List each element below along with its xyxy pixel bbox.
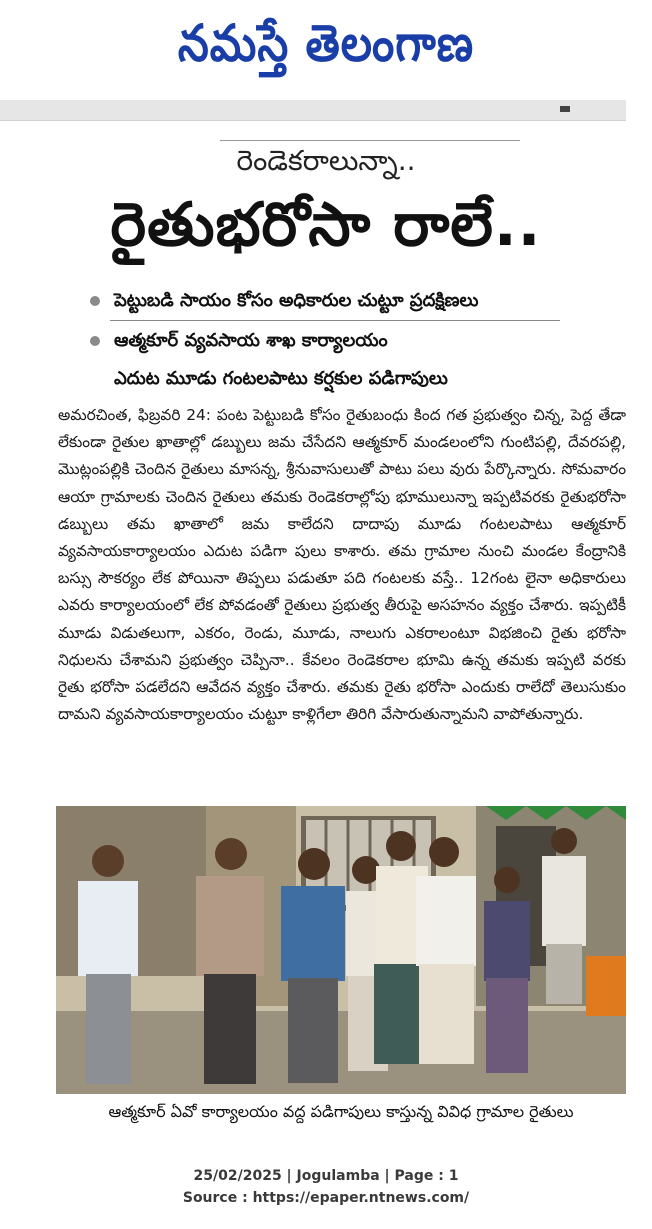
photo-caption: ఆత్మకూర్ ఏవో కార్యాలయం వద్ద పడిగాపులు కాస్తున్న వివిధ గ్రామాల రైతులు	[108, 1102, 574, 1121]
footer-source: Source : https://epaper.ntnews.com/	[182, 1190, 470, 1206]
newspaper-logo: నమస్తే తెలంగాణ	[177, 14, 475, 73]
article-photo	[56, 806, 626, 1094]
subhead-divider	[110, 320, 560, 321]
masthead	[0, 0, 652, 100]
subhead-1-text: పెట్టుబడి సాయం కోసం అధికారుల చుట్టూ ప్రదక్షిణలు	[114, 290, 479, 311]
masthead-strip	[0, 100, 626, 121]
kicker-rule	[220, 140, 520, 141]
subhead-1	[90, 290, 479, 315]
subhead-2-text: ఆత్మకూర్ వ్యవసాయ శాఖ కార్యాలయం	[114, 330, 388, 351]
bullet-icon	[90, 296, 100, 306]
strip-mark	[560, 106, 570, 112]
farmers-photo	[56, 806, 626, 1094]
subhead-2	[90, 330, 388, 355]
article-body: అమరచింత, ఫిబ్రవరి 24: పంట పెట్టుబడి కోసం రైతుబంధు కింద గత ప్రభుత్వం చిన్న, పెద్ద తేడా లేకుండా రైతుల ఖాతాల్లో డబ్బులు జమ చేసేదని ఆత్మకూర్ మండలంలోని గుంటిపల్లి, దేవరపల్లి, మొట్లంపల్లికి చెందిన రైతులు మాసన్న, శ్రీనువాసులుతో పాటు పలు వురు పేర్కొన్నారు. సోమవారం ఆయా గ్రామాలకు చెందిన రైతులు తమకు రెండెకరాల్లోపు భూములున్నా ఇప్పటివరకు రైతుభరోసా డబ్బులు తమ ఖాతాలో జమ కాలేదని దాదాపు మూడు గంటలపాటు ఆత్మకూర్ వ్యవసాయకార్యాలయం ఎదుట పడిగా పులు కాశారు. తమ గ్రామాల నుంచి మండల కేంద్రానికి బస్సు సౌకర్యం లేక పోయినా తిప్పలు పడుతూ పది గంటలకు వస్తే.. 12గంట లైనా అధికారులు ఎవరు కార్యాలయంలో లేక పోవడంతో రైతులు ప్రభుత్వ తీరుపై అసహనం వ్యక్తం చేశారు. ఇప్పటికీ మూడు విడుతలుగా, ఎకరం, రెండు, మూడు, నాలుగు ఎకరాలంటూ విభజించి రైతు భరోసా నిధులను చేశామని ప్రభుత్వం చెప్పినా.. కేవలం రెండెకరాల భూమి ఉన్న తమకు ఇప్పటి వరకు రైతు భరోసా పడలేదని ఆవేదన వ్యక్తం చేశారు. తమకు రైతు భరోసా ఎందుకు రాలేదో తెలుసుకుం దామని వ్యవసాయకార్యాలయం చుట్టూ కాళ్లిగేలా తిరిగి వేసారుతున్నామని వాపోతున్నారు.	[58, 406, 626, 724]
footer-date-edition: 25/02/2025 | Jogulamba | Page : 1	[193, 1168, 459, 1184]
article-headline: రైతుభరోసా రాలే..	[110, 190, 542, 260]
subhead-3: ఎదుట మూడు గంటలపాటు కర్షకుల పడిగాపులు	[114, 368, 448, 389]
article-kicker: రెండెకరాలున్నా..	[236, 144, 416, 177]
bullet-icon	[90, 336, 100, 346]
